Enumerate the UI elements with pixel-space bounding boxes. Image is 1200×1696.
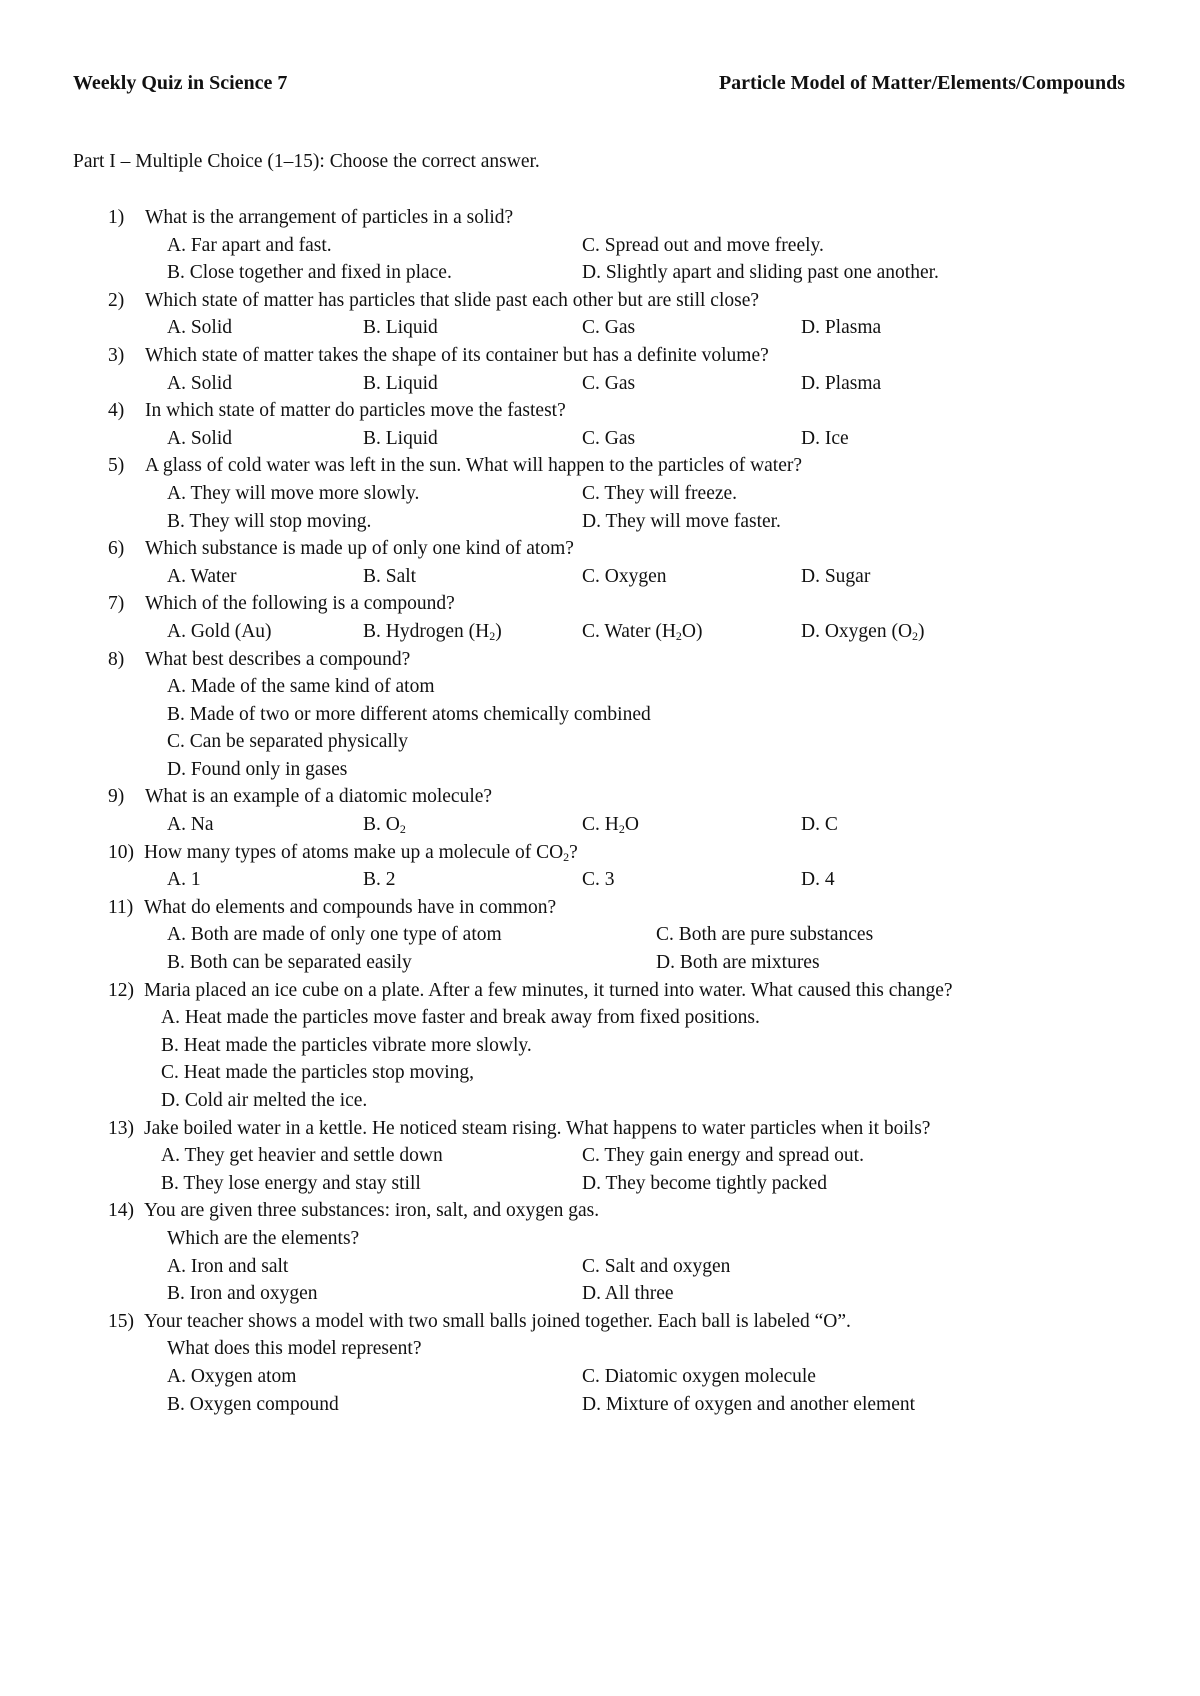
option-row xyxy=(0,314,1200,342)
option-row xyxy=(0,618,1200,646)
question-number: 14) xyxy=(108,1200,134,1222)
question-number: 6) xyxy=(108,538,125,560)
option-c: C. Both are pure substances xyxy=(656,924,874,946)
option-c: C. Spread out and move freely. xyxy=(582,234,824,256)
question-number: 9) xyxy=(108,786,125,808)
option-row xyxy=(0,1032,1200,1060)
question-text: You are given three substances: iron, salt, and oxygen gas. xyxy=(144,1200,600,1222)
option-c: C. Can be separated physically xyxy=(167,731,408,753)
question-2 xyxy=(0,287,1200,315)
option-d: D. They become tightly packed xyxy=(582,1172,827,1194)
option-b: B. Liquid xyxy=(363,427,438,449)
option-a: A. Made of the same kind of atom xyxy=(167,676,435,698)
option-a: A. Water xyxy=(167,565,237,587)
option-row xyxy=(0,1059,1200,1087)
question-text: What do elements and compounds have in common? xyxy=(144,896,557,918)
quiz-topic: Particle Model of Matter/Elements/Compounds xyxy=(718,72,1125,94)
option-a: A. Solid xyxy=(167,372,233,394)
option-d: D. Found only in gases xyxy=(167,758,348,780)
question-13 xyxy=(0,1115,1200,1143)
question-text: What does this model represent? xyxy=(167,1338,422,1360)
option-row xyxy=(0,921,1200,949)
question-text: Maria placed an ice cube on a plate. After a few minutes, it turned into water. What caused this change? xyxy=(144,979,953,1001)
option-d: D. They will move faster. xyxy=(582,510,781,532)
option-b: B. Iron and oxygen xyxy=(167,1283,318,1305)
question-text: Jake boiled water in a kettle. He noticed steam rising. What happens to water particles when it boils? xyxy=(144,1117,931,1139)
question-number: 4) xyxy=(108,400,125,422)
option-b: B. They will stop moving. xyxy=(167,510,372,532)
option-row xyxy=(0,1004,1200,1032)
option-a: A. Oxygen atom xyxy=(167,1365,297,1387)
quiz-title: Weekly Quiz in Science 7 xyxy=(73,72,288,94)
option-c: C. They gain energy and spread out. xyxy=(582,1145,864,1167)
option-a: A. Na xyxy=(167,814,214,836)
option-d: D. 4 xyxy=(801,869,835,891)
option-c: C. They will freeze. xyxy=(582,482,738,504)
option-c: C. 3 xyxy=(582,869,615,891)
option-row xyxy=(0,1170,1200,1198)
question-text: In which state of matter do particles move the fastest? xyxy=(145,400,566,422)
question-10 xyxy=(0,839,1200,867)
option-b: B. They lose energy and stay still xyxy=(161,1172,421,1194)
question-number: 1) xyxy=(108,207,125,228)
question-number: 12) xyxy=(108,979,134,1001)
option-c: C. Water $(H_2O)$ xyxy=(582,620,703,643)
option-d: D. Plasma xyxy=(801,372,882,394)
option-row xyxy=(0,1087,1200,1115)
option-c: C. Heat made the particles stop moving, xyxy=(161,1062,475,1084)
question-14 xyxy=(0,1197,1200,1225)
question-text: How many types of atoms make up a molecule of $CO_2$? xyxy=(144,841,578,864)
option-a: A. Far apart and fast. xyxy=(167,234,332,256)
option-row xyxy=(0,232,1200,260)
option-row xyxy=(0,508,1200,536)
option-b: B. Salt xyxy=(363,565,417,587)
option-d: D. Ice xyxy=(801,427,849,449)
option-d: D. Plasma xyxy=(801,317,882,339)
option-row xyxy=(0,1391,1200,1419)
question-number: 11) xyxy=(108,896,134,918)
option-row xyxy=(0,756,1200,784)
option-b: B. Both can be separated easily xyxy=(167,952,412,974)
option-row xyxy=(0,673,1200,701)
option-b: B. Liquid xyxy=(363,372,438,394)
option-row xyxy=(0,563,1200,591)
option-b: B. Close together and fixed in place. xyxy=(167,262,452,284)
instructions: Part I – Multiple Choice (1–15): Choose the correct answer. xyxy=(73,151,540,172)
option-d: D. Oxygen $(O_2)$ xyxy=(801,620,925,643)
question-number: 10) xyxy=(108,841,134,863)
option-b: B. Liquid xyxy=(363,317,438,339)
question-12 xyxy=(0,977,1200,1005)
option-a: A. Solid xyxy=(167,317,233,339)
option-d: D. C xyxy=(801,814,838,836)
option-a: A. Heat made the particles move faster and break away from fixed positions. xyxy=(161,1007,760,1029)
option-c: C. Gas xyxy=(582,317,636,339)
question-number: 13) xyxy=(108,1117,134,1139)
question-text: A glass of cold water was left in the sun. What will happen to the particles of water? xyxy=(145,455,803,477)
question-8 xyxy=(0,646,1200,674)
question-text: What is the arrangement of particles in a solid? xyxy=(145,207,514,228)
option-row xyxy=(0,949,1200,977)
option-d: D. Both are mixtures xyxy=(656,952,820,974)
question-5 xyxy=(0,452,1200,480)
option-a: A. 1 xyxy=(167,869,201,891)
question-list xyxy=(0,204,1200,1418)
question-text: Which substance is made up of only one kind of atom? xyxy=(145,538,574,560)
option-a: A. Solid xyxy=(167,427,233,449)
question-text: Which of the following is a compound? xyxy=(145,593,455,615)
option-row xyxy=(0,866,1200,894)
option-b: B. Hydrogen $(H_2)$ xyxy=(363,620,502,643)
option-row xyxy=(0,811,1200,839)
option-b: B. $O_2$ xyxy=(363,814,406,837)
question-4 xyxy=(0,397,1200,425)
option-b: B. 2 xyxy=(363,869,396,891)
question-11 xyxy=(0,894,1200,922)
option-c: C. Oxygen xyxy=(582,565,667,587)
question-6 xyxy=(0,535,1200,563)
option-b: B. Heat made the particles vibrate more slowly. xyxy=(161,1034,532,1056)
question-7 xyxy=(0,590,1200,618)
option-a: A. Iron and salt xyxy=(167,1255,289,1277)
option-a: A. They will move more slowly. xyxy=(167,482,420,504)
option-b: B. Made of two or more different atoms chemically combined xyxy=(167,703,651,725)
option-row xyxy=(0,1363,1200,1391)
option-d: D. Sugar xyxy=(801,565,871,587)
option-d: D. All three xyxy=(582,1283,674,1305)
question-number: 8) xyxy=(108,648,125,670)
option-a: A. Gold (Au) xyxy=(167,620,272,642)
option-row xyxy=(0,1142,1200,1170)
question-text-continued xyxy=(0,1225,1200,1253)
option-c: C. Gas xyxy=(582,372,636,394)
option-c: C. Diatomic oxygen molecule xyxy=(582,1365,816,1387)
option-a: A. They get heavier and settle down xyxy=(161,1145,443,1167)
option-row xyxy=(0,1253,1200,1281)
question-text: What is an example of a diatomic molecule? xyxy=(145,786,493,808)
option-row xyxy=(0,480,1200,508)
question-number: 15) xyxy=(108,1310,134,1332)
question-number: 3) xyxy=(108,344,125,366)
question-15 xyxy=(0,1308,1200,1336)
option-d: D. Cold air melted the ice. xyxy=(161,1090,368,1111)
option-row xyxy=(0,259,1200,287)
question-text-continued xyxy=(0,1335,1200,1363)
option-d: D. Slightly apart and sliding past one another. xyxy=(582,262,939,284)
question-text: Which state of matter takes the shape of its container but has a definite volume? xyxy=(145,344,769,366)
option-b: B. Oxygen compound xyxy=(167,1393,339,1415)
option-c: C. Gas xyxy=(582,427,636,449)
question-1 xyxy=(0,204,1200,232)
question-text: Your teacher shows a model with two small balls joined together. Each ball is labeled “O”. xyxy=(144,1310,851,1332)
question-3 xyxy=(0,342,1200,370)
option-a: A. Both are made of only one type of atom xyxy=(167,924,502,946)
question-text: Which are the elements? xyxy=(167,1227,360,1249)
question-9 xyxy=(0,783,1200,811)
question-text: What best describes a compound? xyxy=(145,648,411,670)
question-number: 5) xyxy=(108,455,125,477)
question-number: 7) xyxy=(108,593,125,615)
option-d: D. Mixture of oxygen and another element xyxy=(582,1393,916,1415)
option-row xyxy=(0,701,1200,729)
option-c: C. Salt and oxygen xyxy=(582,1255,731,1277)
option-row xyxy=(0,370,1200,398)
option-row xyxy=(0,1280,1200,1308)
option-row xyxy=(0,425,1200,453)
option-row xyxy=(0,728,1200,756)
question-number: 2) xyxy=(108,289,125,311)
question-text: Which state of matter has particles that slide past each other but are still close? xyxy=(145,289,760,311)
option-c: C. $H_2O$ xyxy=(582,814,639,837)
